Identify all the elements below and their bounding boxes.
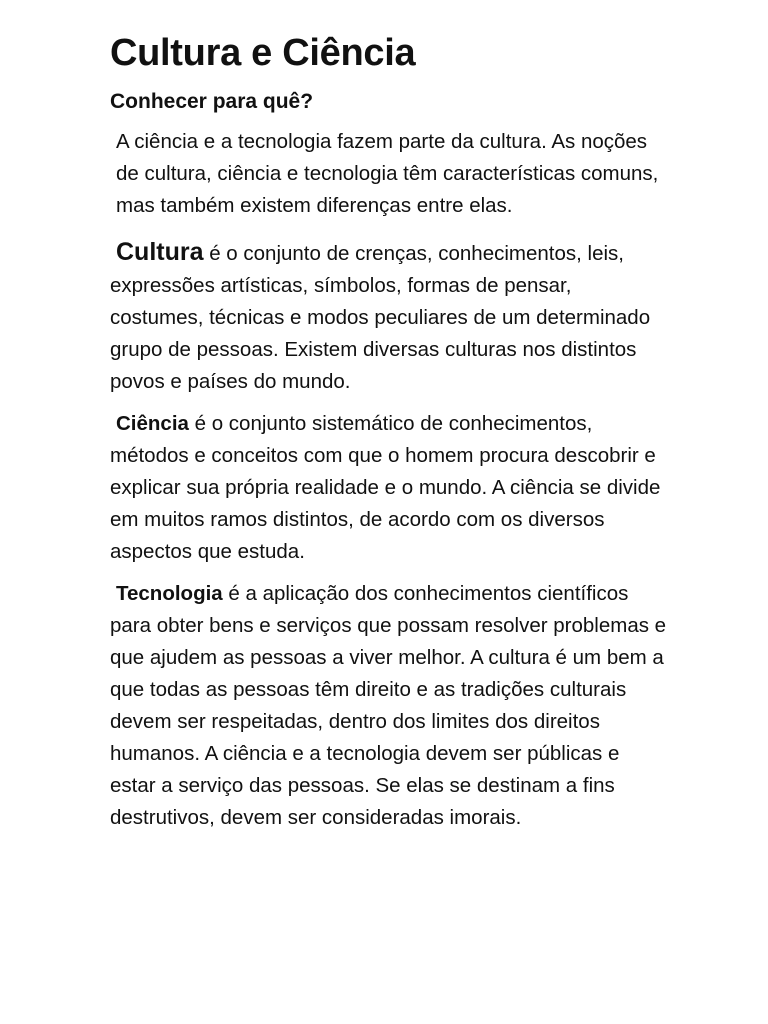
paragraph-tecnologia bbox=[110, 578, 670, 834]
paragraph-cultura-text: é o conjunto de crenças, conhecimentos, leis, expressões artísticas, símbolos, formas de pensar, costumes, técnicas e modos peculiares de um determinado grupo de pessoas. Existem diversas culturas nos distintos povos e países do mundo. bbox=[110, 242, 651, 393]
paragraph-ciencia bbox=[110, 408, 670, 568]
term-tecnologia: Tecnologia bbox=[116, 582, 223, 605]
paragraph-tecnologia-text: é a aplicação dos conhecimentos científicos para obter bens e serviços que possam resolver problemas e que ajudem as pessoas a viver melhor. A cultura é um bem a que todas as pessoas têm direito e as tradições culturais devem ser respeitadas, dentro dos limites dos direitos humanos. A ciência e a tecnologia devem ser públicas e estar a serviço das pessoas. Se elas se destinam a fins destrutivos, devem ser consideradas imorais. bbox=[110, 582, 667, 829]
term-ciencia: Ciência bbox=[116, 412, 189, 435]
paragraph-ciencia-text: é o conjunto sistemático de conhecimentos, métodos e conceitos com que o homem procura descobrir e explicar sua própria realidade e o mundo. A ciência se divide em muitos ramos distintos, de acordo com os diversos aspectos que estuda. bbox=[110, 412, 661, 563]
page-subtitle: Conhecer para quê? bbox=[110, 90, 314, 113]
term-cultura: Cultura bbox=[116, 238, 204, 266]
document-page bbox=[110, 30, 670, 834]
intro-paragraph: A ciência e a tecnologia fazem parte da cultura. As noções de cultura, ciência e tecnologia têm características comuns, mas também existem diferenças entre elas. bbox=[116, 130, 659, 217]
page-title: Cultura e Ciência bbox=[110, 32, 416, 74]
paragraph-cultura bbox=[110, 236, 670, 398]
